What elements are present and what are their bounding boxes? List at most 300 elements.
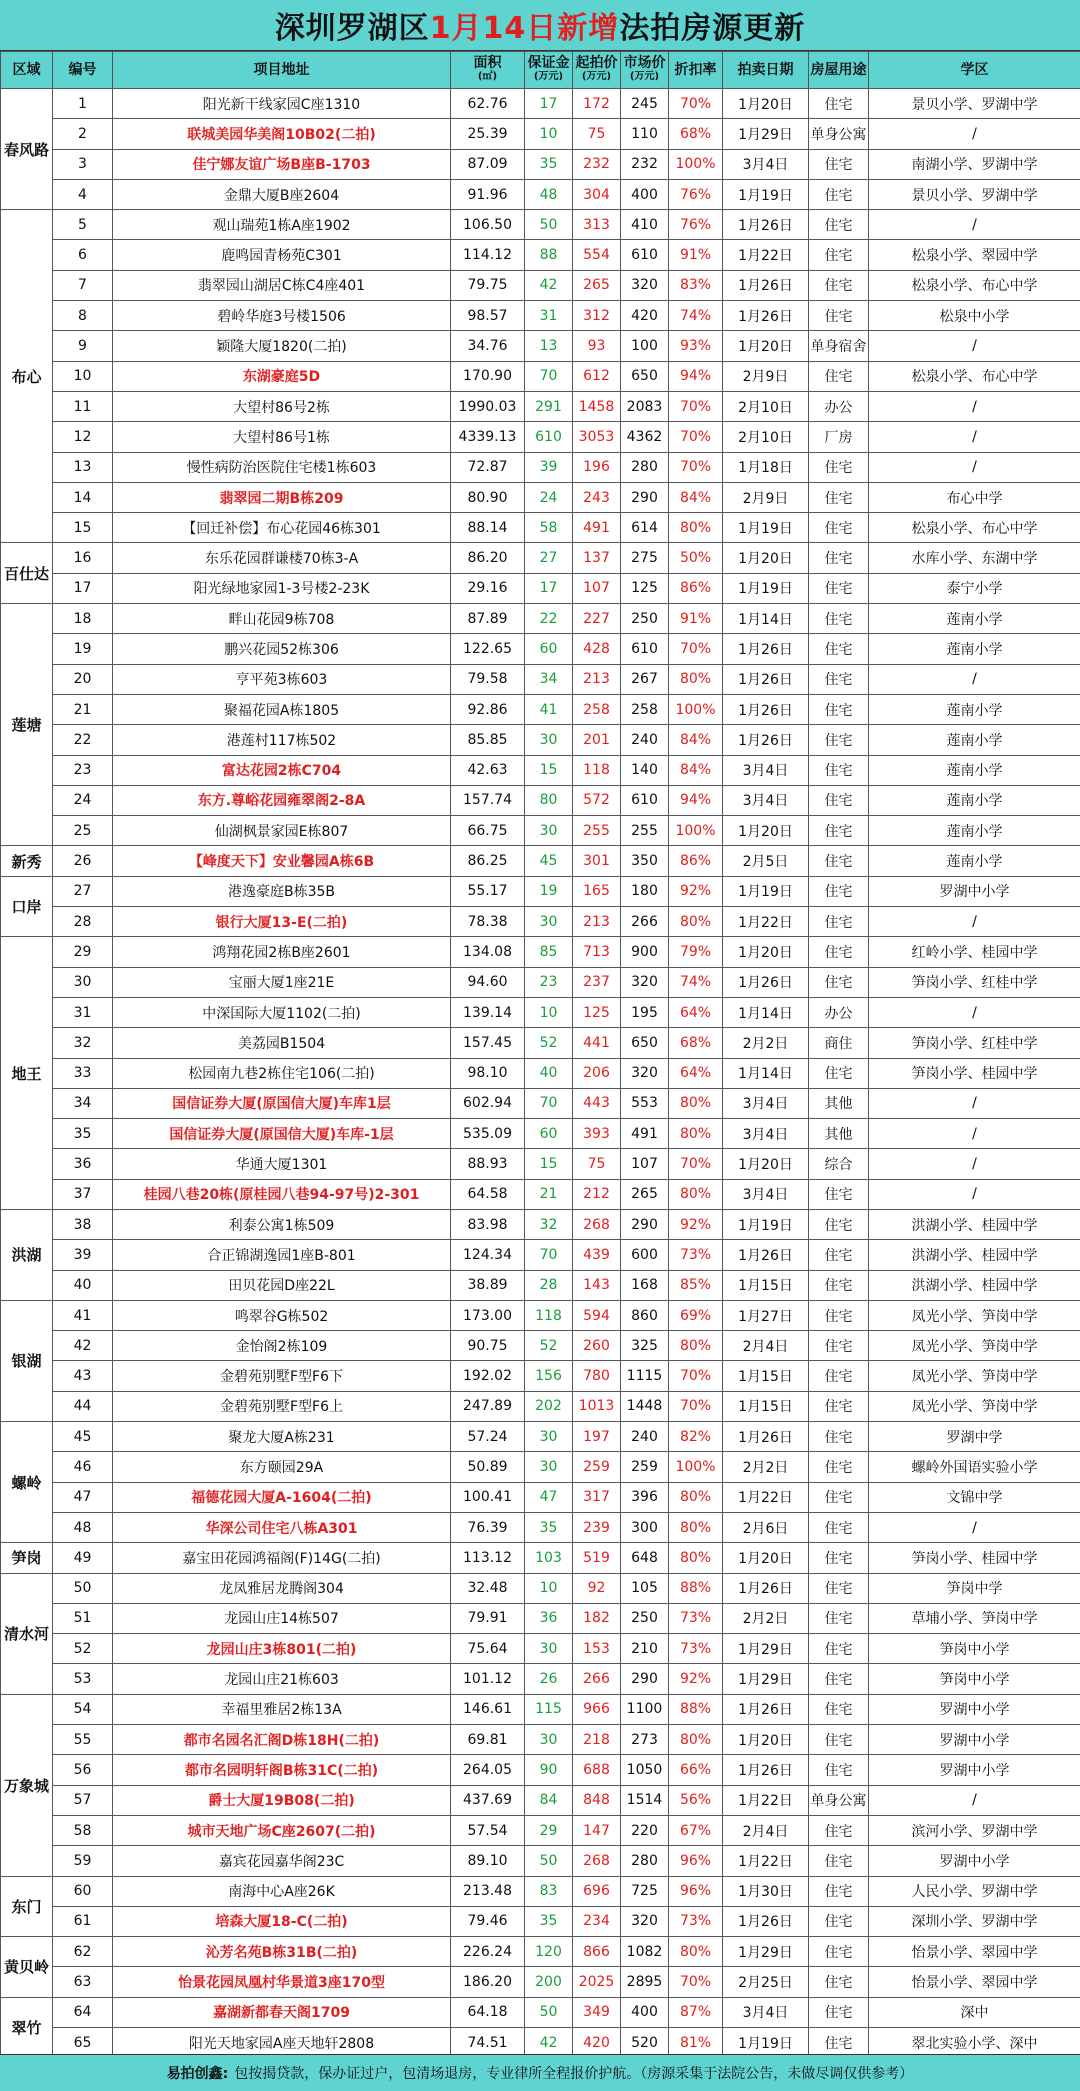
table-row: [1, 1300, 1080, 1330]
table-row: [1, 1058, 1080, 1088]
cell-no: 36: [53, 1149, 113, 1179]
cell-no: 49: [53, 1543, 113, 1573]
cell-date: 1月30日: [723, 1876, 809, 1906]
cell-start: 243: [573, 482, 621, 512]
cell-start: 612: [573, 361, 621, 391]
cell-school: 洪湖小学、桂园中学: [869, 1209, 1080, 1239]
table-row: [1, 846, 1080, 876]
cell-no: 32: [53, 1028, 113, 1058]
cell-start: 594: [573, 1300, 621, 1330]
table-row: [1, 1422, 1080, 1452]
table-row: [1, 634, 1080, 664]
cell-name: 龙园山庄3栋801(二拍): [113, 1634, 451, 1664]
cell-deposit: 17: [525, 89, 573, 119]
cell-market: 650: [621, 361, 669, 391]
cell-no: 57: [53, 1785, 113, 1815]
cell-no: 12: [53, 422, 113, 452]
table-row: [1, 1179, 1080, 1209]
cell-deposit: 50: [525, 1846, 573, 1876]
cell-market: 180: [621, 876, 669, 906]
cell-school: 景贝小学、罗湖中学: [869, 179, 1080, 209]
cell-date: 2月4日: [723, 1815, 809, 1845]
cell-no: 26: [53, 846, 113, 876]
cell-rate: 73%: [669, 1906, 723, 1936]
cell-deposit: 52: [525, 1028, 573, 1058]
cell-no: 1: [53, 89, 113, 119]
cell-date: 1月20日: [723, 1725, 809, 1755]
cell-deposit: 32: [525, 1209, 573, 1239]
cell-start: 137: [573, 543, 621, 573]
cell-name: 富达花园2栋C704: [113, 755, 451, 785]
cell-size: 89.10: [451, 1846, 525, 1876]
cell-school: 笋岗小学、红桂中学: [869, 967, 1080, 997]
cell-size: 86.25: [451, 846, 525, 876]
table-row: [1, 1937, 1080, 1967]
cell-rate: 91%: [669, 240, 723, 270]
cell-size: 66.75: [451, 816, 525, 846]
cell-date: 1月20日: [723, 331, 809, 361]
cell-name: 港莲村117栋502: [113, 725, 451, 755]
cell-name: 美荔园B1504: [113, 1028, 451, 1058]
cell-area: 地王: [1, 937, 53, 1210]
cell-start: 118: [573, 755, 621, 785]
cell-name: 都市名园名汇阁D栋18H(二拍): [113, 1725, 451, 1755]
cell-rate: 87%: [669, 1997, 723, 2027]
cell-market: 491: [621, 1119, 669, 1149]
table-row: [1, 907, 1080, 937]
cell-market: 195: [621, 997, 669, 1027]
cell-rate: 94%: [669, 785, 723, 815]
cell-rate: 88%: [669, 1694, 723, 1724]
cell-name: 宝丽大厦1座21E: [113, 967, 451, 997]
cell-rate: 73%: [669, 1240, 723, 1270]
cell-name: 【峰度天下】安业馨园A栋6B: [113, 846, 451, 876]
cell-name: 阳光绿地家园1-3号楼2-23K: [113, 573, 451, 603]
cell-name: 城市天地广场C座2607(二拍): [113, 1815, 451, 1845]
cell-no: 53: [53, 1664, 113, 1694]
cell-start: 172: [573, 89, 621, 119]
cell-date: 1月15日: [723, 1391, 809, 1421]
table-header: [1, 52, 1080, 89]
page-title: [0, 0, 1080, 51]
col-date: 拍卖日期: [723, 52, 809, 89]
table-row: [1, 1603, 1080, 1633]
cell-no: 59: [53, 1846, 113, 1876]
cell-use: 住宅: [809, 1240, 869, 1270]
table-row: [1, 997, 1080, 1027]
cell-name: 大望村86号1栋: [113, 422, 451, 452]
cell-size: 247.89: [451, 1391, 525, 1421]
cell-deposit: 80: [525, 785, 573, 815]
cell-market: 1082: [621, 1937, 669, 1967]
cell-use: 住宅: [809, 1391, 869, 1421]
cell-no: 2: [53, 119, 113, 149]
cell-date: 1月26日: [723, 967, 809, 997]
cell-date: 1月26日: [723, 210, 809, 240]
cell-use: 住宅: [809, 1634, 869, 1664]
cell-no: 5: [53, 210, 113, 240]
col-deposit-unit: (万元): [525, 70, 572, 84]
cell-school: 布心中学: [869, 482, 1080, 512]
table-row: [1, 1997, 1080, 2027]
cell-use: 住宅: [809, 179, 869, 209]
col-size-unit: (㎡): [451, 70, 524, 84]
cell-use: 住宅: [809, 1846, 869, 1876]
cell-rate: 64%: [669, 997, 723, 1027]
cell-start: 439: [573, 1240, 621, 1270]
cell-school: 莲南小学: [869, 755, 1080, 785]
cell-school: 滨河小学、罗湖中学: [869, 1815, 1080, 1845]
cell-size: 101.12: [451, 1664, 525, 1694]
cell-name: 福德花园大厦A-1604(二拍): [113, 1482, 451, 1512]
cell-no: 42: [53, 1331, 113, 1361]
cell-deposit: 42: [525, 2028, 573, 2058]
cell-school: 松泉小学、布心中学: [869, 361, 1080, 391]
cell-size: 42.63: [451, 755, 525, 785]
cell-use: 住宅: [809, 1300, 869, 1330]
cell-name: 龙园山庄14栋507: [113, 1603, 451, 1633]
cell-date: 2月5日: [723, 846, 809, 876]
cell-school: 莲南小学: [869, 846, 1080, 876]
cell-name: 嘉宾花园嘉华阁23C: [113, 1846, 451, 1876]
cell-market: 610: [621, 240, 669, 270]
cell-school: 莲南小学: [869, 694, 1080, 724]
cell-size: 226.24: [451, 1937, 525, 1967]
cell-start: 866: [573, 1937, 621, 1967]
cell-market: 280: [621, 452, 669, 482]
table-row: [1, 1573, 1080, 1603]
cell-school: 怡景小学、翠园中学: [869, 1937, 1080, 1967]
cell-name: 聚龙大厦A栋231: [113, 1422, 451, 1452]
cell-area: 莲塘: [1, 604, 53, 846]
cell-market: 273: [621, 1725, 669, 1755]
cell-deposit: 35: [525, 1512, 573, 1542]
cell-name: 幸福里雅居2栋13A: [113, 1694, 451, 1724]
cell-date: 2月25日: [723, 1967, 809, 1997]
cell-school: /: [869, 1088, 1080, 1118]
table-row: [1, 89, 1080, 119]
cell-rate: 56%: [669, 1785, 723, 1815]
title-pre: 深圳罗湖区: [275, 3, 430, 47]
cell-start: 259: [573, 1452, 621, 1482]
cell-school: /: [869, 119, 1080, 149]
table-row: [1, 1755, 1080, 1785]
cell-deposit: 50: [525, 1997, 573, 2027]
cell-no: 9: [53, 331, 113, 361]
cell-market: 396: [621, 1482, 669, 1512]
cell-school: 景贝小学、罗湖中学: [869, 89, 1080, 119]
cell-area: 春风路: [1, 89, 53, 210]
cell-start: 428: [573, 634, 621, 664]
cell-use: 住宅: [809, 1331, 869, 1361]
cell-market: 300: [621, 1512, 669, 1542]
cell-rate: 70%: [669, 634, 723, 664]
cell-area: 百仕达: [1, 543, 53, 604]
col-school: 学区: [869, 52, 1080, 89]
cell-deposit: 39: [525, 452, 573, 482]
table-row: [1, 725, 1080, 755]
cell-date: 2月2日: [723, 1603, 809, 1633]
cell-size: 264.05: [451, 1755, 525, 1785]
col-start-unit: (万元): [573, 70, 620, 84]
cell-start: 75: [573, 119, 621, 149]
cell-name: 华深公司住宅八栋A301: [113, 1512, 451, 1542]
title-highlight: 1月14日新增: [430, 3, 620, 47]
cell-use: 住宅: [809, 1603, 869, 1633]
cell-area: 洪湖: [1, 1209, 53, 1300]
table-row: [1, 240, 1080, 270]
cell-name: 培森大厦18-C(二拍): [113, 1906, 451, 1936]
cell-date: 1月29日: [723, 1664, 809, 1694]
cell-school: 螺岭外国语实验小学: [869, 1452, 1080, 1482]
cell-market: 125: [621, 573, 669, 603]
cell-no: 4: [53, 179, 113, 209]
cell-school: 罗湖中小学: [869, 1725, 1080, 1755]
cell-use: 住宅: [809, 1815, 869, 1845]
cell-size: 34.76: [451, 331, 525, 361]
cell-area: 东门: [1, 1876, 53, 1937]
table-row: [1, 755, 1080, 785]
cell-school: 罗湖中小学: [869, 1755, 1080, 1785]
table-row: [1, 816, 1080, 846]
cell-start: 237: [573, 967, 621, 997]
cell-no: 24: [53, 785, 113, 815]
cell-start: 153: [573, 1634, 621, 1664]
col-market: [621, 52, 669, 89]
cell-date: 1月26日: [723, 725, 809, 755]
cell-deposit: 31: [525, 301, 573, 331]
cell-name: 华通大厦1301: [113, 1149, 451, 1179]
cell-name: 金碧苑别墅F型F6上: [113, 1391, 451, 1421]
cell-rate: 68%: [669, 1028, 723, 1058]
cell-no: 33: [53, 1058, 113, 1088]
cell-market: 1100: [621, 1694, 669, 1724]
cell-name: 大望村86号2栋: [113, 391, 451, 421]
cell-deposit: 19: [525, 876, 573, 906]
table-row: [1, 119, 1080, 149]
cell-start: 260: [573, 1331, 621, 1361]
cell-date: 1月26日: [723, 301, 809, 331]
cell-name: 都市名园明轩阁B栋31C(二拍): [113, 1755, 451, 1785]
cell-name: 沁芳名苑B栋31B(二拍): [113, 1937, 451, 1967]
cell-market: 220: [621, 1815, 669, 1845]
cell-market: 105: [621, 1573, 669, 1603]
cell-school: /: [869, 997, 1080, 1027]
cell-market: 610: [621, 634, 669, 664]
cell-size: 38.89: [451, 1270, 525, 1300]
cell-use: 住宅: [809, 513, 869, 543]
cell-deposit: 30: [525, 1725, 573, 1755]
cell-rate: 80%: [669, 1937, 723, 1967]
cell-school: 洪湖小学、桂园中学: [869, 1240, 1080, 1270]
cell-deposit: 27: [525, 543, 573, 573]
table-row: [1, 452, 1080, 482]
cell-use: 住宅: [809, 240, 869, 270]
cell-name: 南海中心A座26K: [113, 1876, 451, 1906]
cell-size: 213.48: [451, 1876, 525, 1906]
cell-start: 213: [573, 664, 621, 694]
cell-use: 住宅: [809, 694, 869, 724]
cell-no: 27: [53, 876, 113, 906]
cell-rate: 84%: [669, 755, 723, 785]
cell-use: 住宅: [809, 1422, 869, 1452]
cell-deposit: 60: [525, 634, 573, 664]
cell-start: 258: [573, 694, 621, 724]
cell-no: 38: [53, 1209, 113, 1239]
cell-no: 64: [53, 1997, 113, 2027]
table-row: [1, 1634, 1080, 1664]
cell-date: 1月26日: [723, 270, 809, 300]
cell-name: 鸣翠谷G栋502: [113, 1300, 451, 1330]
cell-date: 1月26日: [723, 664, 809, 694]
cell-rate: 76%: [669, 179, 723, 209]
cell-use: 办公: [809, 997, 869, 1027]
cell-rate: 88%: [669, 1573, 723, 1603]
cell-size: 94.60: [451, 967, 525, 997]
cell-start: 239: [573, 1512, 621, 1542]
cell-use: 住宅: [809, 1997, 869, 2027]
cell-date: 2月9日: [723, 482, 809, 512]
cell-size: 134.08: [451, 937, 525, 967]
cell-no: 14: [53, 482, 113, 512]
cell-start: 268: [573, 1209, 621, 1239]
cell-rate: 80%: [669, 907, 723, 937]
cell-use: 住宅: [809, 1452, 869, 1482]
cell-date: 1月20日: [723, 1149, 809, 1179]
cell-name: 鹏兴花园52栋306: [113, 634, 451, 664]
cell-use: 住宅: [809, 1179, 869, 1209]
cell-use: 住宅: [809, 816, 869, 846]
cell-use: 住宅: [809, 755, 869, 785]
cell-name: 碧岭华庭3号楼1506: [113, 301, 451, 331]
cell-no: 50: [53, 1573, 113, 1603]
cell-deposit: 200: [525, 1967, 573, 1997]
cell-date: 1月14日: [723, 1058, 809, 1088]
cell-size: 98.10: [451, 1058, 525, 1088]
cell-start: 491: [573, 513, 621, 543]
cell-size: 69.81: [451, 1725, 525, 1755]
cell-rate: 70%: [669, 1391, 723, 1421]
cell-school: 凤光小学、笋岗中学: [869, 1331, 1080, 1361]
cell-deposit: 30: [525, 1422, 573, 1452]
cell-size: 124.34: [451, 1240, 525, 1270]
table-row: [1, 391, 1080, 421]
cell-start: 75: [573, 1149, 621, 1179]
cell-size: 64.58: [451, 1179, 525, 1209]
cell-name: 合正锦湖逸园1座B-801: [113, 1240, 451, 1270]
cell-deposit: 30: [525, 725, 573, 755]
cell-deposit: 83: [525, 1876, 573, 1906]
cell-no: 16: [53, 543, 113, 573]
cell-date: 1月19日: [723, 513, 809, 543]
cell-use: 住宅: [809, 634, 869, 664]
cell-school: 松泉小学、布心中学: [869, 270, 1080, 300]
cell-rate: 82%: [669, 1422, 723, 1452]
cell-rate: 92%: [669, 1664, 723, 1694]
cell-school: 凤光小学、笋岗中学: [869, 1300, 1080, 1330]
cell-school: 罗湖中小学: [869, 1846, 1080, 1876]
cell-name: 嘉湖新都春天阁1709: [113, 1997, 451, 2027]
cell-date: 1月22日: [723, 907, 809, 937]
cell-start: 218: [573, 1725, 621, 1755]
cell-market: 1448: [621, 1391, 669, 1421]
footer-note: [0, 2054, 1080, 2091]
cell-deposit: 48: [525, 179, 573, 209]
cell-start: 197: [573, 1422, 621, 1452]
cell-rate: 81%: [669, 2028, 723, 2058]
cell-use: 住宅: [809, 604, 869, 634]
table-row: [1, 513, 1080, 543]
table-row: [1, 1876, 1080, 1906]
table-row: [1, 1119, 1080, 1149]
cell-size: 114.12: [451, 240, 525, 270]
cell-size: 106.50: [451, 210, 525, 240]
cell-market: 240: [621, 725, 669, 755]
cell-name: 翡翠园山湖居C栋C4座401: [113, 270, 451, 300]
cell-date: 2月6日: [723, 1512, 809, 1542]
cell-size: 62.76: [451, 89, 525, 119]
cell-name: 翡翠园二期B栋209: [113, 482, 451, 512]
cell-size: 157.74: [451, 785, 525, 815]
cell-deposit: 70: [525, 1240, 573, 1270]
cell-deposit: 291: [525, 391, 573, 421]
cell-market: 2895: [621, 1967, 669, 1997]
cell-date: 3月4日: [723, 785, 809, 815]
cell-deposit: 70: [525, 1088, 573, 1118]
cell-rate: 100%: [669, 1452, 723, 1482]
cell-size: 173.00: [451, 1300, 525, 1330]
cell-market: 110: [621, 119, 669, 149]
cell-rate: 70%: [669, 89, 723, 119]
cell-size: 146.61: [451, 1694, 525, 1724]
cell-deposit: 36: [525, 1603, 573, 1633]
cell-size: 113.12: [451, 1543, 525, 1573]
cell-area: 黄贝岭: [1, 1937, 53, 1998]
table-row: [1, 1846, 1080, 1876]
cell-deposit: 84: [525, 1785, 573, 1815]
cell-school: 笋岗中小学: [869, 1664, 1080, 1694]
cell-deposit: 30: [525, 1634, 573, 1664]
cell-name: 东湖豪庭5D: [113, 361, 451, 391]
cell-use: 住宅: [809, 270, 869, 300]
cell-school: /: [869, 331, 1080, 361]
cell-date: 1月20日: [723, 1543, 809, 1573]
cell-size: 1990.03: [451, 391, 525, 421]
cell-market: 275: [621, 543, 669, 573]
cell-deposit: 120: [525, 1937, 573, 1967]
cell-use: 综合: [809, 1149, 869, 1179]
cell-use: 住宅: [809, 1937, 869, 1967]
cell-school: 笋岗小学、红桂中学: [869, 1028, 1080, 1058]
cell-deposit: 610: [525, 422, 573, 452]
cell-no: 19: [53, 634, 113, 664]
cell-use: 住宅: [809, 1512, 869, 1542]
cell-start: 443: [573, 1088, 621, 1118]
cell-name: 东乐花园群谦楼70栋3-A: [113, 543, 451, 573]
cell-school: 深圳小学、罗湖中学: [869, 1906, 1080, 1936]
cell-school: 凤光小学、笋岗中学: [869, 1361, 1080, 1391]
table-row: [1, 967, 1080, 997]
table-row: [1, 301, 1080, 331]
cell-use: 住宅: [809, 573, 869, 603]
cell-no: 31: [53, 997, 113, 1027]
table-row: [1, 876, 1080, 906]
cell-start: 93: [573, 331, 621, 361]
cell-start: 232: [573, 149, 621, 179]
col-deposit-label: 保证金: [528, 55, 570, 71]
col-market-label: 市场价: [624, 55, 666, 71]
cell-date: 3月4日: [723, 1119, 809, 1149]
